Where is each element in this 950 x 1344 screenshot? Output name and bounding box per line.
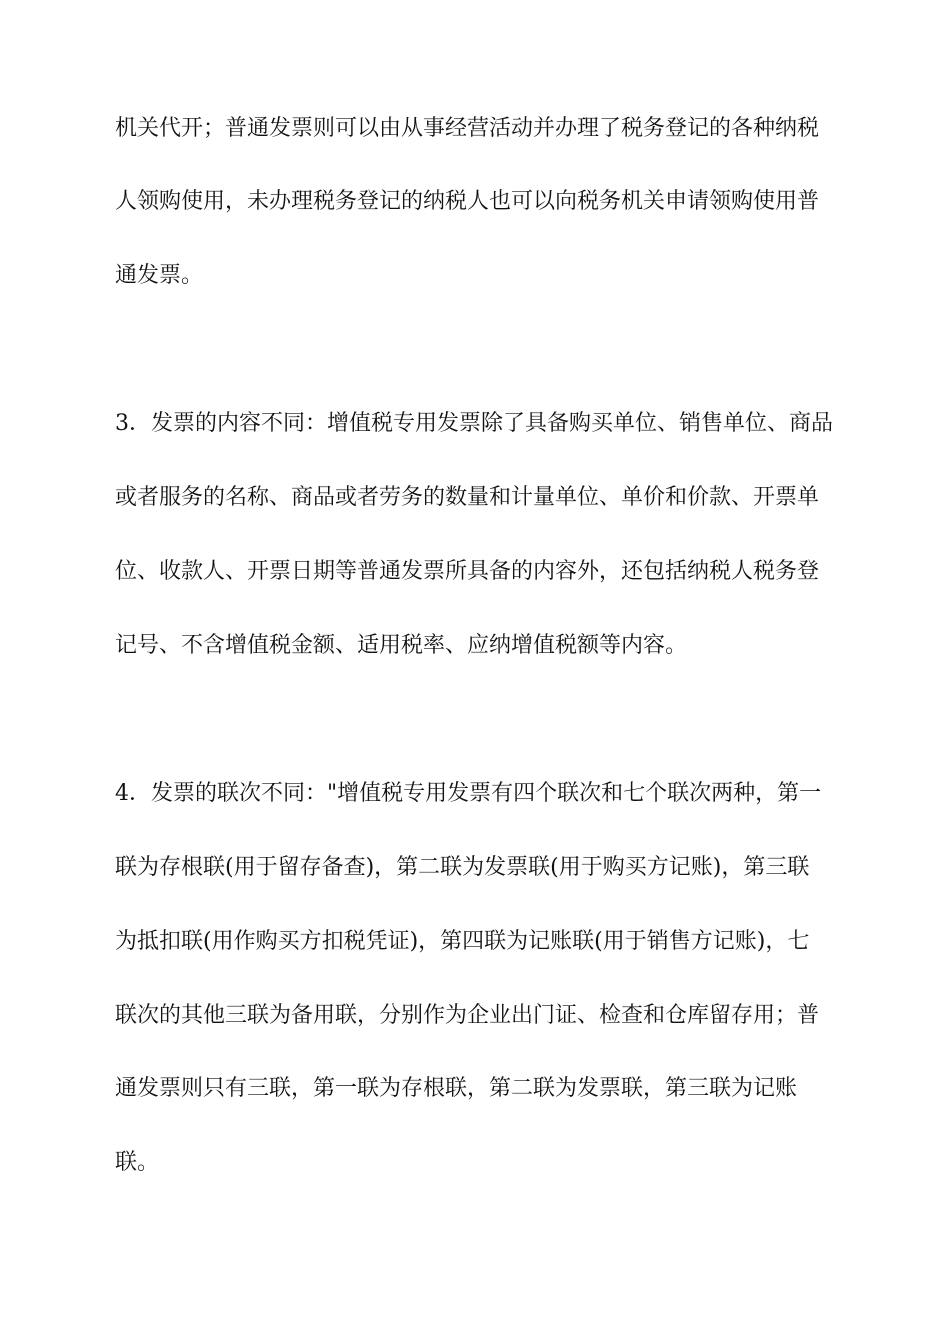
text-line: 记号、不含增值税金额、适用税率、应纳增值税额等内容。 [115, 633, 688, 658]
text-line: 位、收款人、开票日期等普通发票所具备的内容外，还包括纳税人税务登 [115, 559, 820, 584]
text-line: 联。 [115, 1150, 160, 1175]
text-line: 联为存根联(用于留存备查)，第二联为发票联(用于购买方记账)，第三联 [115, 855, 810, 880]
text-line: 3．发票的内容不同：增值税专用发票除了具备购买单位、销售单位、商品 [115, 411, 833, 436]
text-line: 通发票。 [115, 263, 204, 288]
text-line: 为抵扣联(用作购买方扣税凭证)，第四联为记账联(用于销售方记账)，七 [115, 929, 810, 954]
text-line: 人领购使用，未办理税务登记的纳税人也可以向税务机关申请领购使用普 [115, 189, 820, 214]
text-line: 4．发票的联次不同："增值税专用发票有四个联次和七个联次两种，第一 [115, 781, 822, 806]
text-line: 或者服务的名称、商品或者劳务的数量和计量单位、单价和价款、开票单 [115, 485, 820, 510]
text-line: 联次的其他三联为备用联，分别作为企业出门证、检查和仓库留存用；普 [115, 1003, 820, 1028]
text-line: 通发票则只有三联，第一联为存根联，第二联为发票联，第三联为记账 [115, 1076, 798, 1101]
text-line: 机关代开；普通发票则可以由从事经营活动并办理了税务登记的各种纳税 [115, 116, 820, 141]
